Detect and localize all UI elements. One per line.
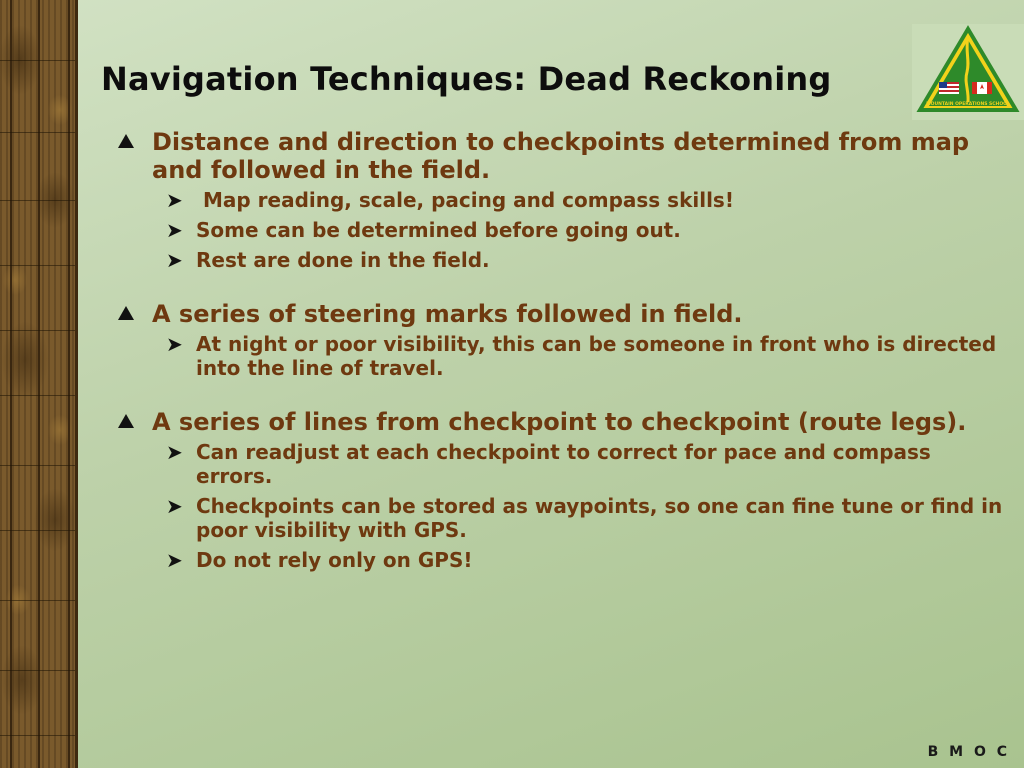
sub-bullet-text: Do not rely only on GPS! (196, 548, 473, 572)
slide-body (118, 128, 1008, 572)
us-flag-icon (939, 82, 959, 94)
mountain-operations-school-logo (912, 24, 1024, 120)
footer-label: B M O C (927, 744, 1010, 760)
bullet-text: A series of steering marks followed in field. (152, 300, 743, 328)
slide-title: Navigation Techniques: Dead Reckoning (101, 60, 832, 98)
decorative-side-strip (0, 0, 78, 768)
triangle-bullet-icon (118, 134, 134, 148)
sub-bullet-item (118, 548, 1008, 572)
bullet-item (118, 300, 1008, 328)
sub-bullet-item (118, 440, 1008, 488)
triangle-bullet-icon (118, 306, 134, 320)
sub-bullet-item (118, 248, 1008, 272)
sub-bullet-text: Some can be determined before going out. (196, 218, 681, 242)
bullet-item (118, 128, 1008, 184)
sub-bullet-text: At night or poor visibility, this can be someone in front who is directed into the line of travel. (196, 332, 997, 380)
sub-bullet-text: Can readjust at each checkpoint to correct for pace and compass errors. (196, 440, 931, 488)
sub-bullet-item (118, 332, 1008, 380)
arrowhead-bullet-icon: ➤ (166, 494, 183, 518)
arrowhead-bullet-icon: ➤ (166, 248, 183, 272)
bullet-text: Distance and direction to checkpoints determined from map and followed in the field. (152, 128, 970, 184)
arrowhead-bullet-icon: ➤ (166, 548, 183, 572)
sub-bullet-text: Map reading, scale, pacing and compass skills! (196, 188, 734, 212)
bullet-item (118, 408, 1008, 436)
arrowhead-bullet-icon: ➤ (166, 188, 183, 212)
bullet-text: A series of lines from checkpoint to checkpoint (route legs). (152, 408, 967, 436)
sub-bullet-item (118, 218, 1008, 242)
sub-bullet-text: Checkpoints can be stored as waypoints, so one can fine tune or find in poor visibility with GPS. (196, 494, 1003, 542)
svg-text:MOUNTAIN OPERATIONS SCHOOL: MOUNTAIN OPERATIONS SCHOOL (926, 102, 1010, 107)
sub-bullet-item (118, 188, 1008, 212)
triangle-bullet-icon (118, 414, 134, 428)
canada-flag-icon (972, 82, 992, 94)
sub-bullet-text: Rest are done in the field. (196, 248, 490, 272)
arrowhead-bullet-icon: ➤ (166, 440, 183, 464)
arrowhead-bullet-icon: ➤ (166, 332, 183, 356)
sub-bullet-item (118, 494, 1008, 542)
arrowhead-bullet-icon: ➤ (166, 218, 183, 242)
